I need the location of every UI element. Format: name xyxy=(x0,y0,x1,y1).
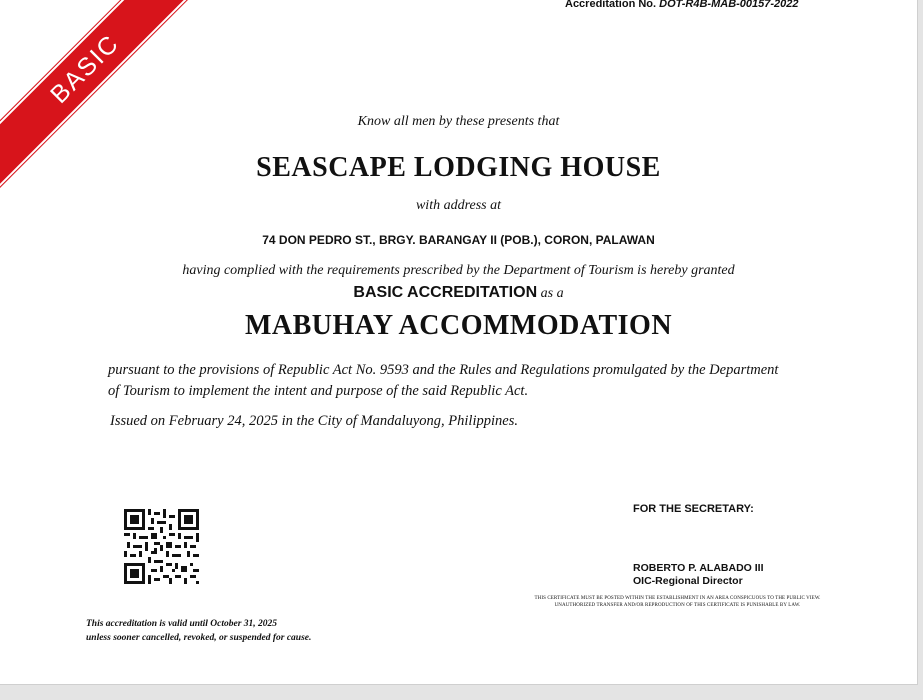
signatory-block xyxy=(633,562,764,588)
compliance-text: having complied with the requirements prescribed by the Department of Tourism is hereby granted xyxy=(182,263,735,278)
pursuant-paragraph xyxy=(108,360,828,402)
accreditation-number-value: DOT-R4B-MAB-00157-2022 xyxy=(659,0,799,10)
pursuant-line-2: of Tourism to implement the intent and purpose of the said Republic Act. xyxy=(108,383,529,399)
signatory-name: ROBERTO P. ALABADO III xyxy=(633,562,764,574)
posting-notice xyxy=(480,595,875,609)
validity-statement xyxy=(86,617,311,645)
posting-notice-line-1: THIS CERTIFICATE MUST BE POSTED WITHIN THE ESTABLISHMENT IN AN AREA CONSPICUOUS TO THE PUBLIC VIEW. xyxy=(534,596,821,601)
issued-statement: Issued on February 24, 2025 in the City of Mandaluyong, Philippines. xyxy=(110,413,518,429)
validity-line-2: unless sooner cancelled, revoked, or suspended for cause. xyxy=(86,633,312,643)
accommodation-category: MABUHAY ACCOMMODATION xyxy=(244,310,673,341)
accreditation-type: BASIC ACCREDITATION xyxy=(353,284,538,301)
accreditation-type-line xyxy=(0,284,917,302)
establishment-name: SEASCAPE LODGING HOUSE xyxy=(256,152,661,183)
accreditation-number-label: Accreditation No. xyxy=(565,0,657,10)
intro-text: Know all men by these presents that xyxy=(357,114,560,129)
ribbon-label: BASIC xyxy=(44,28,125,109)
signatory-title: OIC-Regional Director xyxy=(633,575,743,587)
accreditation-number xyxy=(565,0,799,10)
establishment-address: 74 DON PEDRO ST., BRGY. BARANGAY II (POB.), CORON, PALAWAN xyxy=(262,233,655,247)
posting-notice-line-2: UNAUTHORIZED TRANSFER AND/OR REPRODUCTION OF THIS CERTIFICATE IS PUNISHABLE BY LAW. xyxy=(554,603,801,608)
as-a-text: as a xyxy=(540,286,564,301)
for-the-secretary-label: FOR THE SECRETARY: xyxy=(633,503,754,515)
qr-code-icon xyxy=(124,509,199,584)
validity-line-1: This accreditation is valid until October 31, 2025 xyxy=(86,619,278,629)
with-address-text: with address at xyxy=(415,198,502,213)
pursuant-line-1: pursuant to the provisions of Republic Act No. 9593 and the Rules and Regulations promulgated by the Department xyxy=(108,362,779,378)
